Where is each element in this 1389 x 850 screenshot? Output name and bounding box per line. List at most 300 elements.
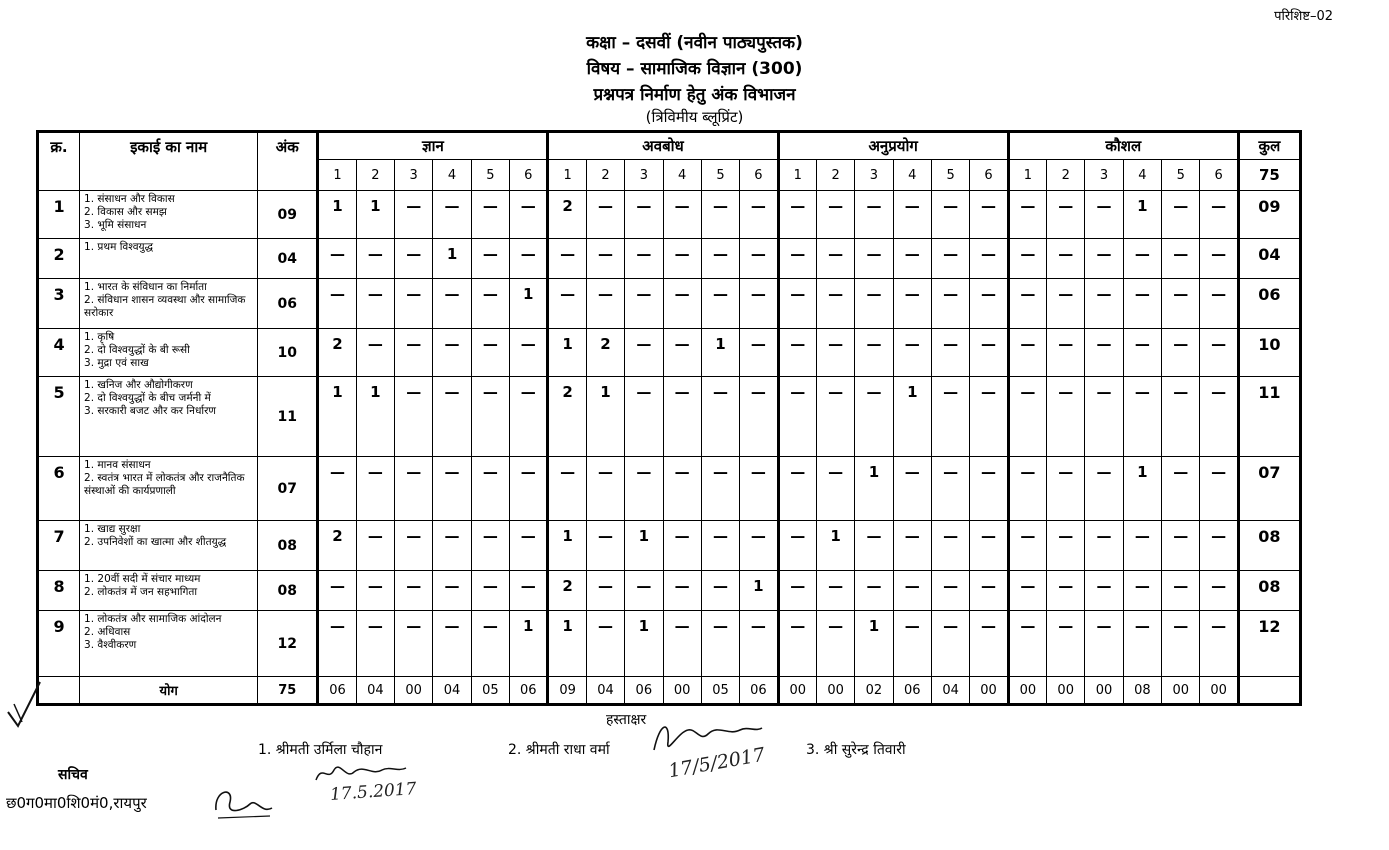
distribution-cell: — <box>1123 377 1161 457</box>
row-number: 8 <box>38 571 80 611</box>
distribution-cell: — <box>1162 377 1200 457</box>
secretary-signature-icon <box>210 780 280 824</box>
distribution-cell: 1 <box>356 377 394 457</box>
sub-column-number: 4 <box>893 160 931 191</box>
distribution-cell: — <box>318 571 356 611</box>
distribution-cell: — <box>663 521 701 571</box>
row-total: 11 <box>1238 377 1300 457</box>
distribution-cell: 1 <box>893 377 931 457</box>
column-total: 04 <box>586 677 624 705</box>
distribution-cell: — <box>931 521 969 571</box>
distribution-cell: 1 <box>625 611 663 677</box>
distribution-cell: — <box>433 191 471 239</box>
distribution-cell: — <box>663 377 701 457</box>
distribution-cell: — <box>855 239 893 279</box>
distribution-cell: — <box>395 571 433 611</box>
unit-name: 2. दो विश्वयुद्धों के बीच जर्मनी में <box>84 392 211 404</box>
distribution-cell: 2 <box>586 329 624 377</box>
row-number: 2 <box>38 239 80 279</box>
unit-name: 3. भूमि संसाधन <box>84 219 147 231</box>
distribution-cell: — <box>1008 521 1046 571</box>
unit-names <box>80 457 258 521</box>
sub-column-number: 2 <box>1047 160 1085 191</box>
distribution-cell: — <box>701 611 739 677</box>
table-row <box>38 279 1301 329</box>
distribution-cell: — <box>510 191 548 239</box>
distribution-cell: — <box>970 239 1008 279</box>
distribution-cell: — <box>970 611 1008 677</box>
distribution-cell: — <box>1200 571 1238 611</box>
row-total: 08 <box>1238 521 1300 571</box>
distribution-cell: 1 <box>433 239 471 279</box>
distribution-cell: 2 <box>548 191 586 239</box>
distribution-cell: — <box>701 571 739 611</box>
distribution-cell: — <box>1162 571 1200 611</box>
distribution-cell: — <box>625 571 663 611</box>
column-total: 06 <box>510 677 548 705</box>
table-row <box>38 329 1301 377</box>
unit-marks: 06 <box>258 279 318 329</box>
distribution-cell: — <box>931 457 969 521</box>
unit-names <box>80 611 258 677</box>
distribution-cell: — <box>1047 571 1085 611</box>
distribution-cell: — <box>1008 329 1046 377</box>
distribution-cell: 1 <box>318 191 356 239</box>
distribution-cell: 1 <box>701 329 739 377</box>
column-total: 06 <box>740 677 778 705</box>
unit-names <box>80 329 258 377</box>
column-total: 04 <box>931 677 969 705</box>
distribution-cell: 1 <box>510 279 548 329</box>
tick-mark-icon <box>0 670 60 730</box>
signatory-3: 3. श्री सुरेन्द्र तिवारी <box>806 742 906 758</box>
table-row <box>38 571 1301 611</box>
unit-marks: 08 <box>258 571 318 611</box>
distribution-cell: — <box>701 521 739 571</box>
sub-column-number: 1 <box>318 160 356 191</box>
distribution-cell: — <box>433 457 471 521</box>
distribution-cell: — <box>1162 239 1200 279</box>
distribution-cell: — <box>663 329 701 377</box>
sub-column-number: 1 <box>548 160 586 191</box>
distribution-cell: — <box>625 457 663 521</box>
distribution-cell: — <box>318 457 356 521</box>
distribution-cell: — <box>1200 611 1238 677</box>
column-total: 00 <box>1085 677 1123 705</box>
distribution-cell: — <box>740 521 778 571</box>
distribution-cell: — <box>740 611 778 677</box>
distribution-cell: — <box>931 239 969 279</box>
unit-name: 1. भारत के संविधान का निर्माता <box>84 281 207 293</box>
row-total: 10 <box>1238 329 1300 377</box>
distribution-cell: — <box>893 611 931 677</box>
distribution-cell: — <box>395 377 433 457</box>
distribution-cell: — <box>1085 279 1123 329</box>
distribution-cell: — <box>778 457 816 521</box>
distribution-cell: — <box>395 457 433 521</box>
distribution-cell: 2 <box>548 571 586 611</box>
blueprint-subtitle: (त्रिविमीय ब्लूप्रिंट) <box>645 108 744 126</box>
row-total: 09 <box>1238 191 1300 239</box>
distribution-cell: 1 <box>548 329 586 377</box>
distribution-cell: — <box>1047 239 1085 279</box>
distribution-cell: — <box>1047 611 1085 677</box>
distribution-cell: — <box>663 279 701 329</box>
distribution-cell: — <box>318 279 356 329</box>
signatures-heading: हस्ताक्षर <box>606 712 647 728</box>
total-label: योग <box>80 677 258 705</box>
distribution-cell: — <box>701 279 739 329</box>
column-total: 00 <box>778 677 816 705</box>
row-number: 5 <box>38 377 80 457</box>
table-row <box>38 191 1301 239</box>
column-total: 00 <box>1008 677 1046 705</box>
table-row <box>38 377 1301 457</box>
table-row <box>38 457 1301 521</box>
distribution-cell: — <box>471 611 509 677</box>
sub-column-number: 6 <box>1200 160 1238 191</box>
distribution-cell: — <box>970 377 1008 457</box>
col-sno-header: क्र. <box>38 132 80 191</box>
distribution-cell: — <box>625 329 663 377</box>
distribution-cell: — <box>510 239 548 279</box>
distribution-cell: — <box>625 191 663 239</box>
column-total: 00 <box>395 677 433 705</box>
distribution-cell: — <box>395 611 433 677</box>
distribution-cell: 1 <box>816 521 854 571</box>
unit-marks: 12 <box>258 611 318 677</box>
group-knowledge-header: ज्ञान <box>318 132 548 160</box>
distribution-cell: — <box>1085 377 1123 457</box>
distribution-cell: — <box>1047 521 1085 571</box>
distribution-cell: — <box>1085 521 1123 571</box>
sub-column-number: 3 <box>1085 160 1123 191</box>
unit-name: 3. वैश्वीकरण <box>84 639 137 651</box>
distribution-cell: — <box>433 571 471 611</box>
sub-column-number: 3 <box>395 160 433 191</box>
distribution-cell: — <box>663 239 701 279</box>
distribution-cell: — <box>1123 329 1161 377</box>
distribution-cell: — <box>586 571 624 611</box>
distribution-cell: — <box>931 571 969 611</box>
column-total: 06 <box>318 677 356 705</box>
distribution-cell: — <box>740 191 778 239</box>
col-unit-header: इकाई का नाम <box>80 132 258 191</box>
unit-name: 1. कृषि <box>84 331 115 343</box>
distribution-cell: — <box>395 329 433 377</box>
distribution-cell: 1 <box>318 377 356 457</box>
signature-2-icon <box>648 712 768 762</box>
distribution-cell: — <box>893 457 931 521</box>
distribution-cell: — <box>778 377 816 457</box>
distribution-cell: 1 <box>356 191 394 239</box>
distribution-cell: — <box>1123 521 1161 571</box>
distribution-cell: — <box>356 329 394 377</box>
sub-column-number: 5 <box>931 160 969 191</box>
distribution-cell: 1 <box>1123 191 1161 239</box>
distribution-cell: — <box>586 191 624 239</box>
table-row <box>38 611 1301 677</box>
total-row-end <box>1238 677 1300 705</box>
unit-names <box>80 377 258 457</box>
distribution-cell: — <box>510 457 548 521</box>
unit-name: 1. खाद्य सुरक्षा <box>84 523 141 535</box>
distribution-cell: — <box>778 279 816 329</box>
column-total: 06 <box>893 677 931 705</box>
distribution-cell: — <box>586 611 624 677</box>
column-total: 04 <box>433 677 471 705</box>
distribution-cell: — <box>893 329 931 377</box>
distribution-cell: — <box>356 521 394 571</box>
distribution-cell: — <box>1162 521 1200 571</box>
paper-title: प्रश्नपत्र निर्माण हेतु अंक विभाजन <box>593 85 796 105</box>
distribution-cell: — <box>855 191 893 239</box>
distribution-cell: — <box>1200 279 1238 329</box>
column-total: 00 <box>1200 677 1238 705</box>
distribution-cell: — <box>510 571 548 611</box>
distribution-cell: — <box>816 279 854 329</box>
distribution-cell: — <box>778 611 816 677</box>
distribution-cell: — <box>318 611 356 677</box>
distribution-cell: — <box>778 521 816 571</box>
sub-column-number: 2 <box>356 160 394 191</box>
row-total: 07 <box>1238 457 1300 521</box>
distribution-cell: — <box>548 239 586 279</box>
signatory-2: 2. श्रीमती राधा वर्मा <box>508 742 610 758</box>
table-row <box>38 521 1301 571</box>
distribution-cell: — <box>471 279 509 329</box>
distribution-cell: — <box>816 377 854 457</box>
distribution-cell: — <box>433 377 471 457</box>
sub-column-number: 2 <box>816 160 854 191</box>
distribution-cell: — <box>356 279 394 329</box>
distribution-cell: — <box>701 377 739 457</box>
distribution-cell: 1 <box>855 611 893 677</box>
distribution-cell: — <box>1162 611 1200 677</box>
row-number: 1 <box>38 191 80 239</box>
sub-column-number: 5 <box>701 160 739 191</box>
distribution-cell: — <box>1200 521 1238 571</box>
distribution-cell: — <box>701 239 739 279</box>
distribution-cell: — <box>778 571 816 611</box>
secretary-label: सचिव <box>58 767 88 783</box>
distribution-cell: 2 <box>318 521 356 571</box>
distribution-cell: — <box>471 239 509 279</box>
distribution-cell: — <box>1200 191 1238 239</box>
distribution-cell: — <box>663 191 701 239</box>
distribution-cell: — <box>1085 191 1123 239</box>
subject-title: विषय – सामाजिक विज्ञान (300) <box>586 59 803 79</box>
sub-column-number: 4 <box>433 160 471 191</box>
distribution-cell: — <box>1008 611 1046 677</box>
distribution-cell: — <box>356 571 394 611</box>
distribution-cell: — <box>1123 611 1161 677</box>
distribution-cell: — <box>663 571 701 611</box>
unit-names <box>80 521 258 571</box>
distribution-cell: — <box>1200 239 1238 279</box>
distribution-cell: — <box>625 279 663 329</box>
distribution-cell: — <box>471 191 509 239</box>
sub-column-number: 2 <box>586 160 624 191</box>
distribution-cell: — <box>395 239 433 279</box>
row-total: 04 <box>1238 239 1300 279</box>
board-label: छ0ग0मा0शि0मं0,रायपुर <box>6 794 147 812</box>
distribution-cell: — <box>970 191 1008 239</box>
unit-marks: 09 <box>258 191 318 239</box>
distribution-cell: — <box>395 521 433 571</box>
sub-column-number: 4 <box>1123 160 1161 191</box>
distribution-cell: — <box>816 611 854 677</box>
distribution-cell: — <box>1200 329 1238 377</box>
sub-column-number: 1 <box>1008 160 1046 191</box>
distribution-cell: 2 <box>318 329 356 377</box>
unit-marks: 04 <box>258 239 318 279</box>
distribution-cell: — <box>778 239 816 279</box>
table-row <box>38 239 1301 279</box>
distribution-cell: — <box>740 239 778 279</box>
distribution-cell: — <box>586 239 624 279</box>
distribution-cell: — <box>740 457 778 521</box>
distribution-cell: — <box>1047 279 1085 329</box>
distribution-cell: — <box>1123 279 1161 329</box>
distribution-cell: 1 <box>855 457 893 521</box>
distribution-cell: — <box>433 279 471 329</box>
distribution-cell: — <box>433 329 471 377</box>
distribution-cell: — <box>855 571 893 611</box>
distribution-cell: — <box>471 521 509 571</box>
column-total: 00 <box>816 677 854 705</box>
distribution-cell: — <box>1008 239 1046 279</box>
distribution-cell: — <box>1047 329 1085 377</box>
column-total: 05 <box>701 677 739 705</box>
total-marks: 75 <box>258 677 318 705</box>
signature-date-2: 17/5/2017 <box>666 743 767 783</box>
blueprint-table <box>36 130 1302 706</box>
distribution-cell: — <box>1162 279 1200 329</box>
group-understanding-header: अवबोध <box>548 132 778 160</box>
distribution-cell: — <box>1085 239 1123 279</box>
distribution-cell: — <box>433 611 471 677</box>
row-total: 12 <box>1238 611 1300 677</box>
distribution-cell: 1 <box>1123 457 1161 521</box>
unit-marks: 11 <box>258 377 318 457</box>
sub-column-number: 4 <box>663 160 701 191</box>
distribution-cell: — <box>740 329 778 377</box>
distribution-cell: — <box>548 457 586 521</box>
row-number: 3 <box>38 279 80 329</box>
distribution-cell: — <box>816 571 854 611</box>
unit-name: 2. संविधान शासन व्यवस्था और सामाजिक सरोकार <box>84 294 246 319</box>
distribution-cell: — <box>318 239 356 279</box>
distribution-cell: — <box>356 239 394 279</box>
distribution-cell: — <box>1047 457 1085 521</box>
distribution-cell: — <box>970 521 1008 571</box>
distribution-cell: — <box>1162 329 1200 377</box>
distribution-cell: — <box>740 377 778 457</box>
distribution-cell: — <box>1008 191 1046 239</box>
column-total: 00 <box>970 677 1008 705</box>
sub-column-number: 3 <box>855 160 893 191</box>
sub-column-number: 1 <box>778 160 816 191</box>
distribution-cell: — <box>855 521 893 571</box>
distribution-cell: — <box>701 191 739 239</box>
unit-marks: 08 <box>258 521 318 571</box>
unit-name: 1. प्रथम विश्वयुद्ध <box>84 241 154 253</box>
col-total-header: कुल <box>1238 132 1300 160</box>
distribution-cell: — <box>740 279 778 329</box>
unit-name: 3. सरकारी बजट और कर निर्धारण <box>84 405 217 417</box>
row-number: 6 <box>38 457 80 521</box>
column-total: 05 <box>471 677 509 705</box>
column-total: 00 <box>1047 677 1085 705</box>
unit-name: 2. दो विश्वयुद्धों के बी रूसी <box>84 344 190 356</box>
unit-name: 2. लोकतंत्र में जन सहभागिता <box>84 586 198 598</box>
col-marks-header: अंक <box>258 132 318 191</box>
distribution-cell: — <box>931 611 969 677</box>
row-total: 06 <box>1238 279 1300 329</box>
total-row <box>38 677 1301 705</box>
group-application-header: अनुप्रयोग <box>778 132 1008 160</box>
unit-names <box>80 571 258 611</box>
distribution-cell: — <box>970 457 1008 521</box>
distribution-cell: 2 <box>548 377 586 457</box>
distribution-cell: 1 <box>548 521 586 571</box>
distribution-cell: — <box>970 329 1008 377</box>
unit-name: 2. उपनिवेशों का खात्मा और शीतयुद्ध <box>84 536 227 548</box>
unit-name: 1. लोकतंत्र और सामाजिक आंदोलन <box>84 613 222 625</box>
unit-name: 2. स्वतंत्र भारत में लोकतंत्र और राजनैतिक संस्थाओं की कार्यप्रणाली <box>84 472 245 497</box>
distribution-cell: — <box>931 329 969 377</box>
class-title: कक्षा – दसवीं (नवीन पाठ्यपुस्तक) <box>586 33 803 53</box>
row-total: 08 <box>1238 571 1300 611</box>
distribution-cell: — <box>1085 457 1123 521</box>
unit-name: 1. खनिज और औद्योगीकरण <box>84 379 193 391</box>
distribution-cell: — <box>816 191 854 239</box>
column-total: 06 <box>625 677 663 705</box>
distribution-cell: — <box>1200 457 1238 521</box>
distribution-cell: — <box>855 279 893 329</box>
distribution-cell: — <box>625 377 663 457</box>
distribution-cell: 1 <box>510 611 548 677</box>
distribution-cell: — <box>893 239 931 279</box>
distribution-cell: — <box>586 279 624 329</box>
distribution-cell: — <box>510 521 548 571</box>
distribution-cell: — <box>1047 191 1085 239</box>
unit-names <box>80 239 258 279</box>
unit-names <box>80 191 258 239</box>
row-number: 9 <box>38 611 80 677</box>
distribution-cell: — <box>586 457 624 521</box>
sub-column-number: 6 <box>510 160 548 191</box>
distribution-cell: — <box>931 377 969 457</box>
distribution-cell: — <box>893 521 931 571</box>
distribution-cell: — <box>778 191 816 239</box>
appendix-label: परिशिष्ट–02 <box>1274 9 1333 24</box>
unit-name: 1. 20वीं सदी में संचार माध्यम <box>84 573 201 585</box>
distribution-cell: — <box>855 377 893 457</box>
signatory-1: 1. श्रीमती उर्मिला चौहान <box>258 742 383 758</box>
sub-column-number: 5 <box>1162 160 1200 191</box>
distribution-cell: — <box>1085 329 1123 377</box>
unit-name: 1. मानव संसाधन <box>84 459 151 471</box>
distribution-cell: 1 <box>625 521 663 571</box>
column-total: 09 <box>548 677 586 705</box>
distribution-cell: — <box>1008 457 1046 521</box>
distribution-cell: — <box>931 191 969 239</box>
column-total: 00 <box>1162 677 1200 705</box>
distribution-cell: — <box>1085 611 1123 677</box>
distribution-cell: — <box>893 571 931 611</box>
